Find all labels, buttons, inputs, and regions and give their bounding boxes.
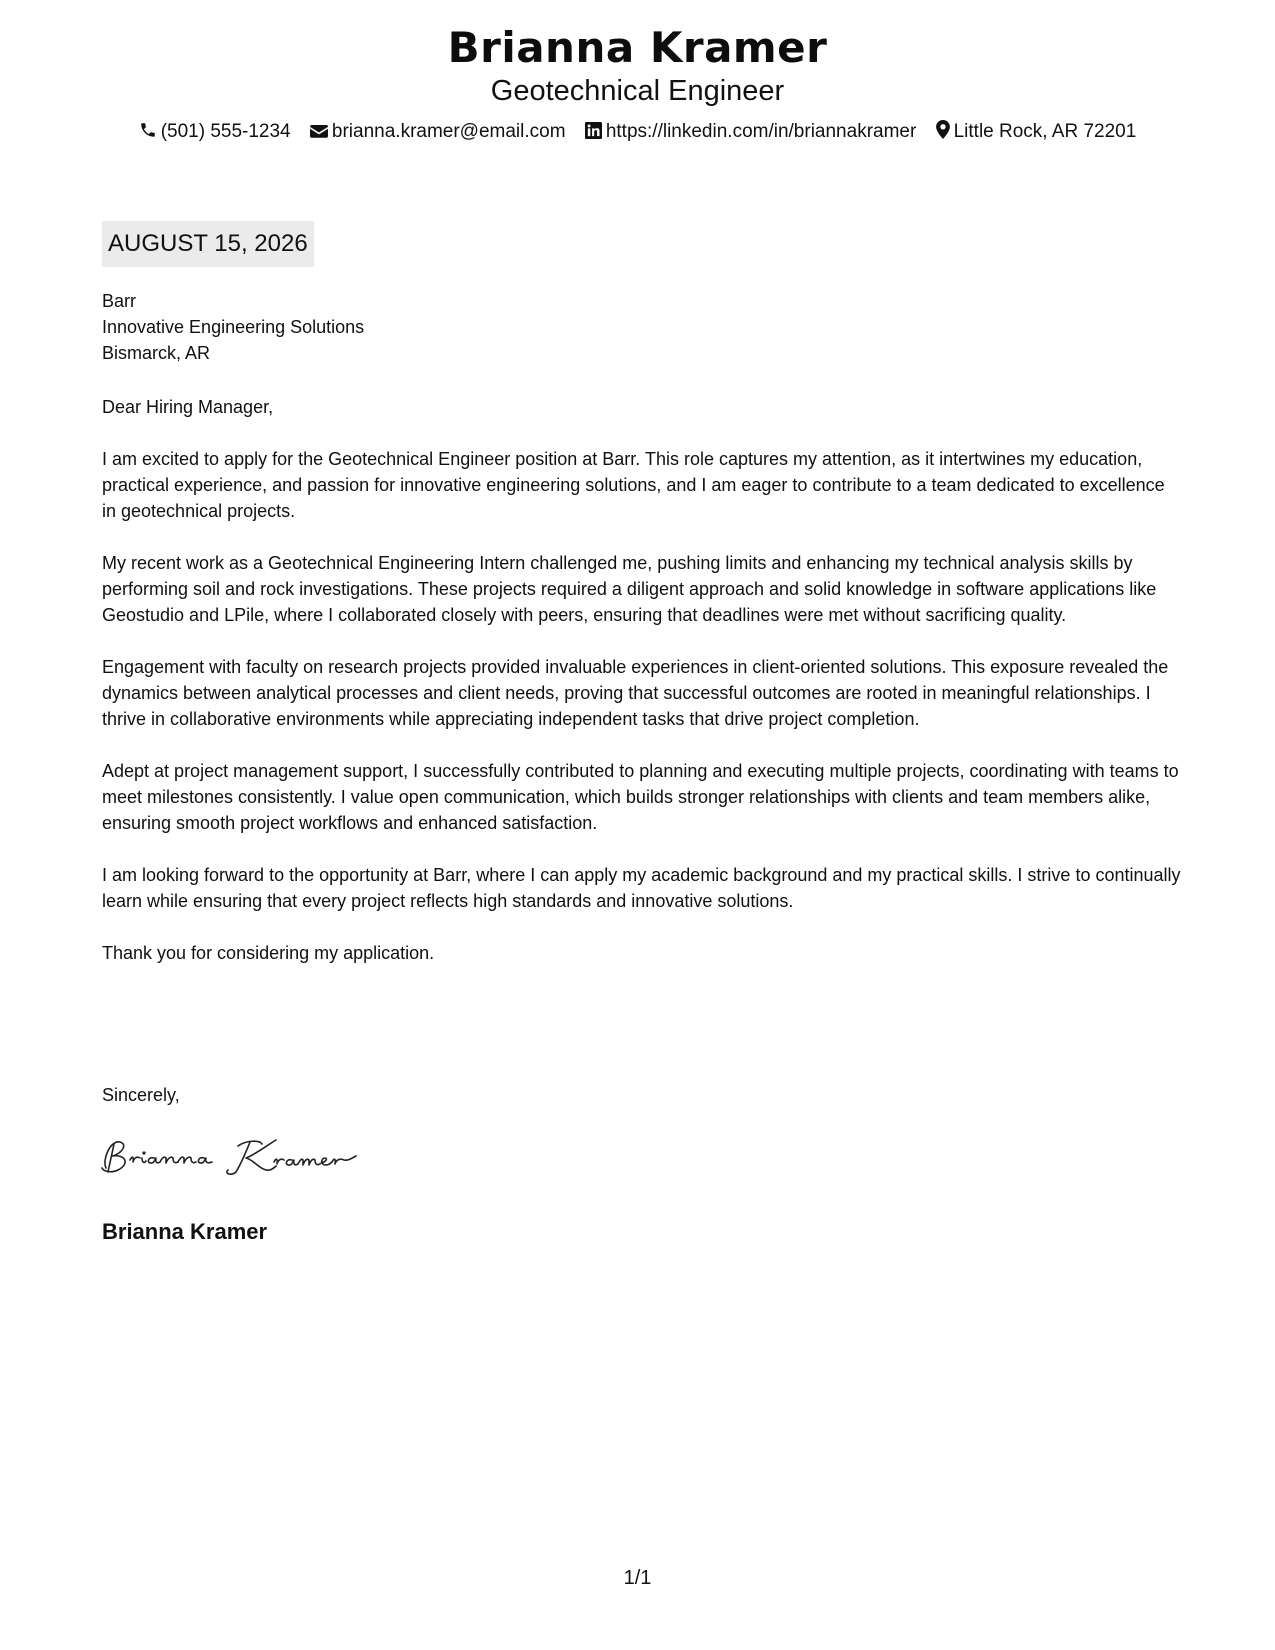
contact-linkedin[interactable] xyxy=(585,120,916,144)
letter-body xyxy=(102,394,1182,992)
phone-icon xyxy=(139,121,157,139)
linkedin-text[interactable]: https://linkedin.com/in/briannakramer xyxy=(605,121,917,142)
letter-date: AUGUST 15, 2026 xyxy=(102,221,314,267)
map-pin-icon xyxy=(936,120,950,139)
recipient-location: Bismarck, AR xyxy=(102,343,211,363)
page-number: 1/1 xyxy=(623,1567,652,1589)
body-paragraph: Thank you for considering my application. xyxy=(102,943,435,963)
linkedin-icon xyxy=(585,122,602,139)
body-paragraph: I am excited to apply for the Geotechnical Engineer position at Barr. This role captures my attention, as it intertwines my education, practical experience, and passion for innovative engineering solutions, and I am eager to contribute to a team dedicated to excellence in geotechnical projects. xyxy=(102,449,1165,521)
recipient-company: Innovative Engineering Solutions xyxy=(102,317,365,337)
signature-image xyxy=(100,1130,360,1186)
recipient-block xyxy=(102,288,364,366)
contact-email[interactable] xyxy=(310,120,566,144)
contact-bar xyxy=(0,120,1275,144)
body-paragraph: Adept at project management support, I successfully contributed to planning and executing multiple projects, coordinating with teams to meet milestones consistently. I value open communication, which builds stronger relationships with clients and team members alike, ensuring smooth project workflows and enhanced satisfaction. xyxy=(102,761,1179,833)
letter-header xyxy=(0,22,1275,144)
email-text[interactable]: brianna.kramer@email.com xyxy=(331,121,566,142)
contact-phone xyxy=(139,120,291,144)
closing: Sincerely, xyxy=(102,1085,180,1105)
body-paragraph: I am looking forward to the opportunity at Barr, where I can apply my academic background and my practical skills. I strive to continually learn while ensuring that every project reflects high standards and innovative solutions. xyxy=(102,865,1181,911)
body-paragraph: My recent work as a Geotechnical Engineering Intern challenged me, pushing limits and enhancing my technical analysis skills by performing soil and rock investigations. These projects required a diligent approach and solid knowledge in software applications like Geostudio and LPile, where I collaborated closely with peers, ensuring that deadlines were met without sacrificing quality. xyxy=(102,553,1157,625)
handwritten-signature xyxy=(100,1130,360,1191)
applicant-title: Geotechnical Engineer xyxy=(490,75,785,107)
phone-text: (501) 555-1234 xyxy=(160,121,291,142)
salutation: Dear Hiring Manager, xyxy=(102,397,274,417)
applicant-name: Brianna Kramer xyxy=(447,23,828,72)
location-text: Little Rock, AR 72201 xyxy=(953,121,1137,142)
signer-name: Brianna Kramer xyxy=(102,1219,268,1244)
body-paragraph: Engagement with faculty on research projects provided invaluable experiences in client-oriented solutions. This exposure revealed the dynamics between analytical processes and client needs, proving that successful outcomes are rooted in meaningful relationships. I thrive in collaborative environments while appreciating independent tasks that drive project completion. xyxy=(102,657,1169,729)
recipient-name: Barr xyxy=(102,291,137,311)
contact-location xyxy=(936,120,1137,144)
envelope-icon xyxy=(310,123,328,139)
